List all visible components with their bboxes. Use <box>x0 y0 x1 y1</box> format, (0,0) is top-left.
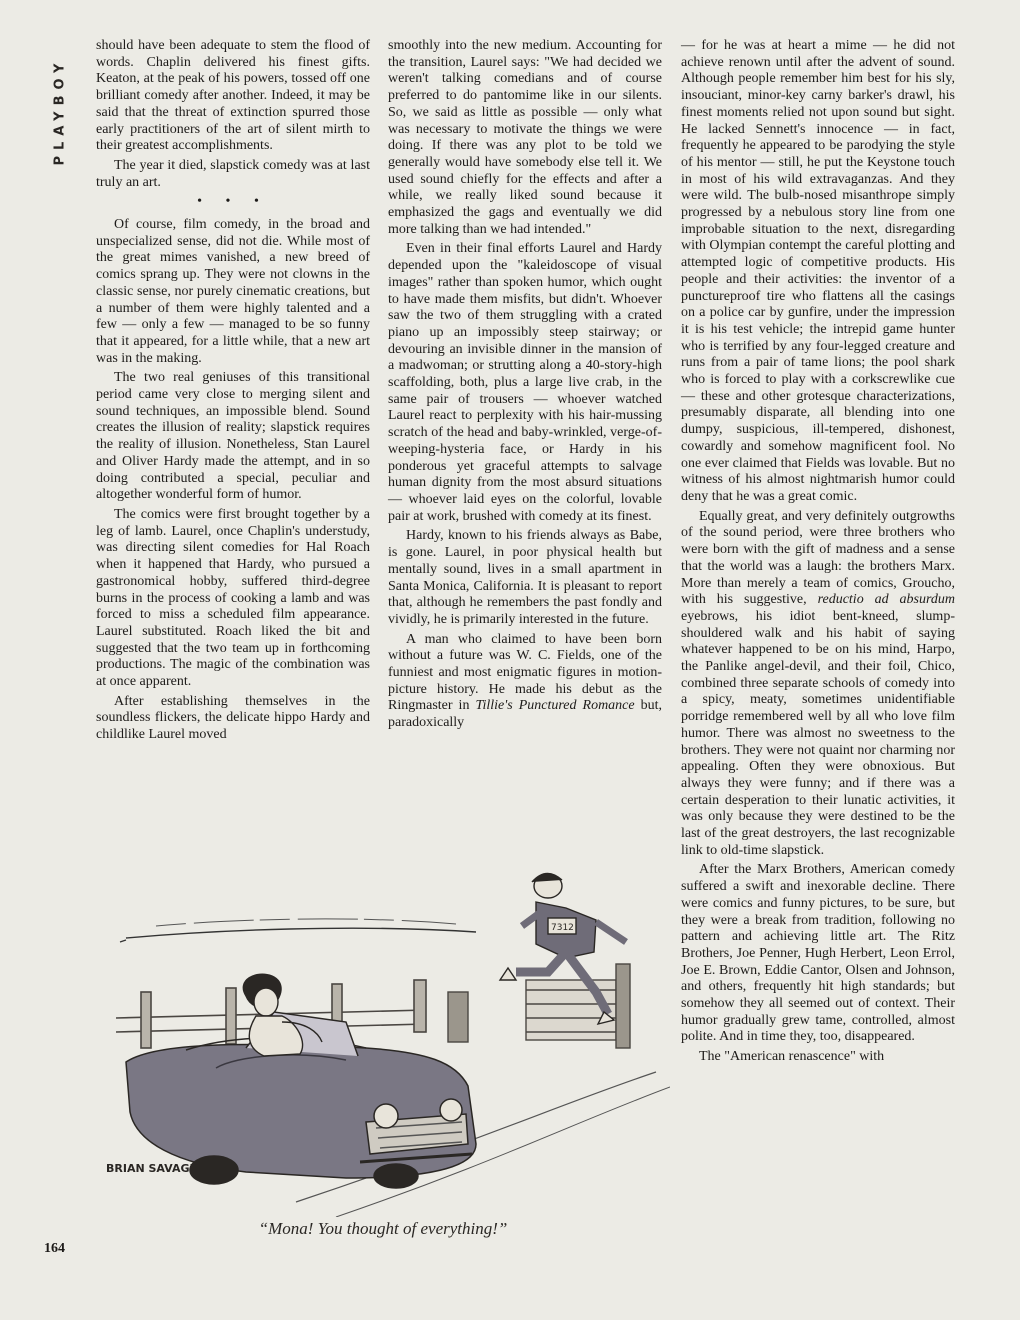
paragraph-text: but, paradoxically <box>388 698 663 731</box>
text-column-1 <box>96 38 370 747</box>
jersey-number: 7312 <box>551 923 574 933</box>
paragraph <box>681 509 955 860</box>
latin-phrase: reductio ad absurdum <box>817 592 955 608</box>
paragraph: smoothly into the new medium. Accounting for the transition, Laurel says: "We had decided we weren't talking comedians and of course preferred to do pantomime like in our silents. So, we said as little as possible — only what was necessary to motivate the things we were doing. If there was any plot to be told we generally would have somebody else tell it. We used sound chiefly for the effects and after a while, we really liked sound because it emphasized the gags and eventually we did more talking than we had intended." <box>388 38 662 237</box>
paragraph: Even in their final efforts Laurel and Hardy depended upon the "kaleidoscope of visual images" rather than spoken humor, which ought to have made them misfits, but didn't. Whoever saw the two of them struggling with a crated piano up an impossibly steep stairway; or devouring an invisible dinner in the mansion of a madwoman; or strutting along a 40-story-high scaffolding, both, plus a large live crab, in the same pair of trousers — whoever watched Laurel react to perplexity with his hair-mussing scratch of the head and baby-wrinkled, verge-of-weeping-hysteria face, or Hardy in his ponderous yet graceful attempts to salvage human dignity from the most absurd situations — whoever laid eyes on the colorful, lovable pair at work, brushed with comedy at its finest. <box>388 241 662 524</box>
paragraph: Hardy, known to his friends always as Babe, is gone. Laurel, in poor physical health but mentally sound, lives in a small apartment in Santa Monica, California. It is pleasant to report that, although he remembers the past fondly and vividly, he is primarily interested in the future. <box>388 528 662 627</box>
paragraph: The two real geniuses of this transitional period came very close to merging silent and sound techniques, an impossible blend. Sound creates the illusion of reality; slapstick requires the reality of illusion. Nonetheless, Stan Laurel and Oliver Hardy made the attempt, and in so doing contributed a special, peculiar and altogether wonderful form of humor. <box>96 370 370 503</box>
paragraph: Of course, film comedy, in the broad and unspecialized sense, did not die. While most of the great mimes vanished, a new breed of comics sprang up. They were not clowns in the classic sense, nor purely cinematic creations, but a number of them were highly talented and a few — only a few — managed to be so funny that it appeared, for a little while, that a new art was in the making. <box>96 217 370 366</box>
artist-signature: BRIAN SAVAGE <box>106 1162 198 1175</box>
text-column-3 <box>681 38 955 1069</box>
paragraph-text: Equally great, and very definitely outgrowths of the sound period, were three brothers who were born with the gift of madness and a sense that the world was a laugh: the brothers Marx. More than merely a team of comics, Groucho, with his suggestive, <box>681 508 955 608</box>
cartoon-illustration <box>96 872 670 1217</box>
paragraph-text: eyebrows, his idiot bent-kneed, slump-shouldered walk and his habit of saying whatever happened to be on his mind, Harpo, the Panlike angel-devil, and their foil, Chico, combined three separate schools of comedy into a spicy, meaty, sometimes unidentifiable porridge remembered well by all who love film humor. There was almost no sweetness to the brothers. They were not quaint nor charming nor appealing. Often they were obnoxious. But always they were funny; and if there was a certain desperation to their lunatic activities, it was only because they were destined to be the last of the great destroyers, the last recognizable link to old-time slapstick. <box>681 608 955 858</box>
paragraph: should have been adequate to stem the flood of words. Chaplin delivered his finest gifts. Keaton, at the peak of his powers, tossed off one brilliant comedy after another. Indeed, it may be said that the threat of extinction spurred those early practitioners of the art of silent mirth to their greatest accomplishments. <box>96 38 370 154</box>
masthead <box>48 36 72 186</box>
paragraph: The year it died, slapstick comedy was at last truly an art. <box>96 157 370 190</box>
masthead-title: PLAYBOY <box>52 57 68 165</box>
film-title: Tillie's Punctured Romance <box>475 698 635 714</box>
paragraph: — for he was at heart a mime — he did not achieve renown until after the advent of sound. Although people remember him best for his sly, insouciant, minor-key carny barker's drawl, his finest moments relied not upon sound but sight. He lacked Sennett's innocence — in fact, frequently he appeared to be parodying the style of his mentor — still, he put the Keystone touch in most of his wild extravaganzas. And they were wild. The bulb-nosed misanthrope simply progressed by a nebulous story line from one improbable situation to the next, disregarding with Olympian contempt the careful plotting and attempted logic of competitive products. His people and their activities: the inventor of a punctureproof tire who flattens all the casings on a police car by gunfire, under the impression it is his test vehicle; the intrepid game hunter who is terrified by any four-legged creature and runs from a pair of tame lions; the pool shark who is forced to play with a corkscrewlike cue — these and other grotesque characterizations, presumably disparate, all blending into one dumpy, suspicious, ill-tempered, dishonest, cowardly and somehow magnificent fool. No one ever claimed that Fields was lovable. But no witness of his almost nightmarish humor could deny that he was a great comic. <box>681 38 955 504</box>
cartoon-caption: “Mona! You thought of everything!” <box>258 1219 508 1238</box>
paragraph: After the Marx Brothers, American comedy suffered a swift and inexorable decline. There were comics and funny pictures, to be sure, but they were a break from tradition, following no pattern and achieving little art. The Ritz Brothers, Joe Penner, Hugh Herbert, Leon Errol, Joe E. Brown, Eddie Cantor, Olsen and Johnson, and others, frequently hit high standards; but somehow they all seemed out of context. Their humor gradually grew tame, controlled, almost polite. And in time they, too, disappeared. <box>681 862 955 1045</box>
paragraph <box>388 632 662 732</box>
text-column-2 <box>388 38 662 735</box>
paragraph: After establishing themselves in the soundless flickers, the delicate hippo Hardy and childlike Laurel moved <box>96 693 370 743</box>
section-break: • • • <box>197 194 269 210</box>
paragraph-text: A man who claimed to have been born without a future was W. C. Fields, one of the funniest and most enigmatic figures in motion-picture history. He made his debut as the Ringmaster in <box>388 631 662 714</box>
paragraph: The "American renascence" with <box>699 1049 885 1065</box>
page-number: 164 <box>44 1241 65 1256</box>
paragraph: The comics were first brought together by a leg of lamb. Laurel, once Chaplin's understudy, was directing silent comedies for Hal Roach when it happened that Hardy, who pursued a gastronomical hobby, suffered third-degree burns in the process of cooking a lamb and was forced to miss a scheduled film appearance. Laurel substituted. Roach liked the bit and suggested that the two team up in forthcoming productions. The magic of the combination was at once apparent. <box>96 506 370 690</box>
